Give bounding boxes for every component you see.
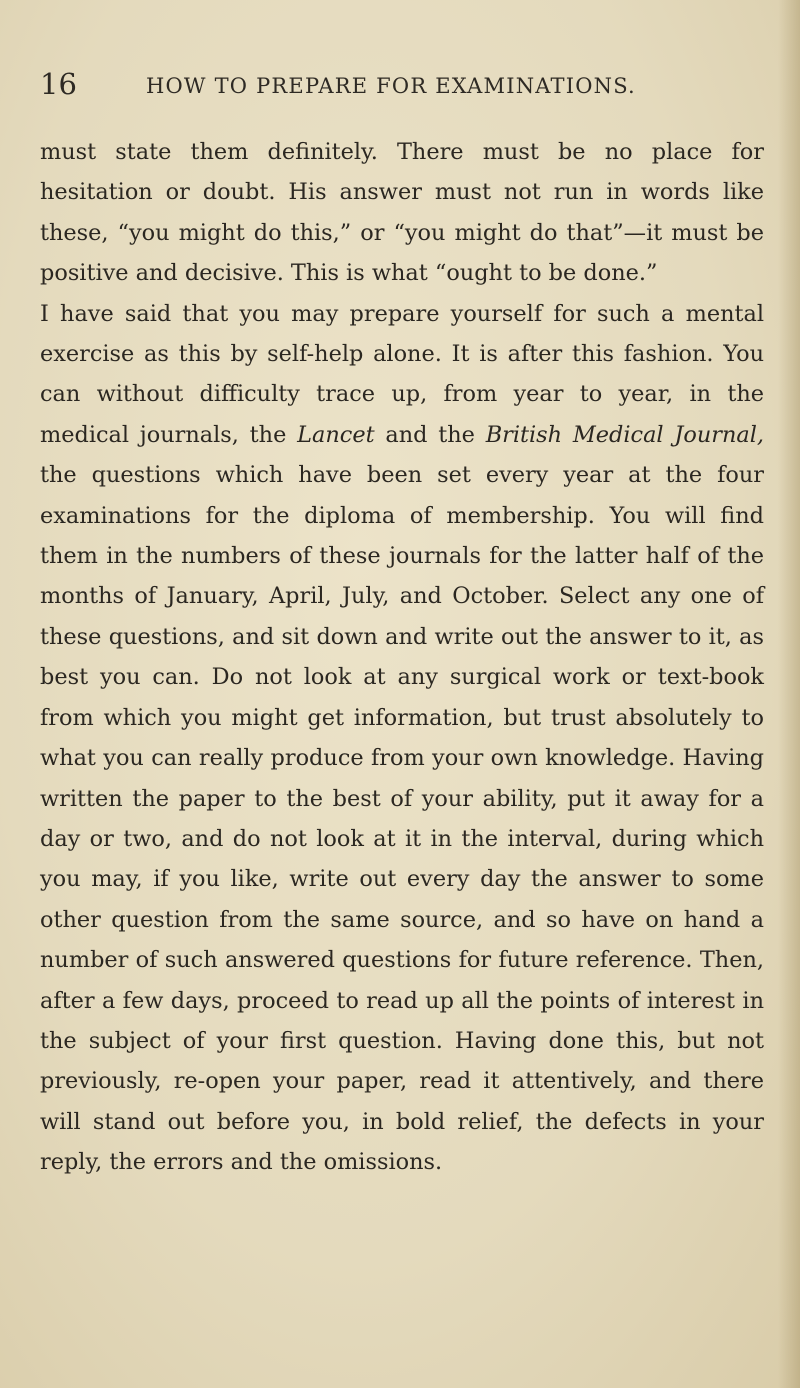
page-header	[40, 68, 760, 108]
body-text	[40, 132, 764, 1183]
paragraph-2-part-1: I have said that you may prepare yourself for such a mental exercise as this by self-help alone. It is after this fashion. You can without difficulty trace up, from year to year, in the medical journals, the	[40, 300, 764, 448]
page-number: 16	[40, 67, 77, 101]
paragraph-2-part-2: and the	[374, 421, 486, 448]
journal-title-bmj: British Medical Journal,	[485, 421, 765, 448]
paragraph-1: must state them definitely. There must be no place for hesitation or doubt. His answer must not run in words like these, “you might do this,” or “you might do that”—it must be positive and decisive. This is what “ought to be done.”	[40, 139, 764, 287]
paragraph-2	[40, 294, 764, 1183]
running-head: HOW TO PREPARE FOR EXAMINATIONS.	[146, 74, 636, 98]
paragraph-2-part-3: the questions which have been set every year at the four examinations for the diploma of membership. You will find them in the numbers of these journals for the latter half of the months of January, April, July, and October. Select any one of these questions, and sit down and write out the answer to it, as best you can. Do not look at any surgical work or text-book from which you might get information, but trust absolutely to what you can really produce from your own knowledge. Having written the paper to the best of your ability, put it away for a day or two, and do not look at it in the interval, during which you may, if you like, write out every day the answer to some other question from the same source, and so have on hand a number of such answered questions for future reference. Then, after a few days, proceed to read up all the points of interest in the subject of your first question. Having done this, but not previously, re-open your paper, read it attentively, and there will stand out before you, in bold relief, the defects in your reply, the errors and the omissions.	[40, 462, 764, 1176]
page-edge-shadow	[778, 0, 800, 1388]
journal-title-lancet: Lancet	[297, 421, 375, 448]
